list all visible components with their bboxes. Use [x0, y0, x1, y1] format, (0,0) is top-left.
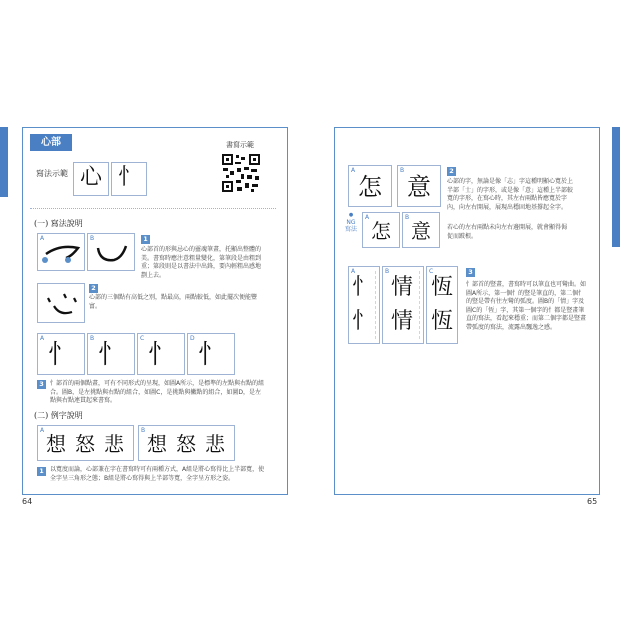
para2: [89, 294, 267, 311]
qr-label: 書寫示範: [226, 141, 254, 149]
right-side-tab: [612, 127, 620, 247]
box-letter-a: A: [40, 235, 45, 242]
example-a-char-2: 怒: [75, 432, 95, 456]
shu-char-a: 忄: [47, 340, 74, 370]
para3-a: 忄部首的兩個點畫，可有不同形式的呈現，如圖A所示，是標準的左點與右點的組合。: [50, 380, 265, 396]
writing-method-heading: (一) 寫法說明: [34, 219, 83, 228]
para2-a: 心部的三個點有高低之別，: [89, 294, 162, 301]
row2-box-b: [402, 212, 440, 248]
para1-b: 筆段是由粗到重；第: [141, 254, 262, 270]
shu-box-b: [87, 333, 135, 375]
shu-letter-b: B: [90, 335, 95, 342]
num-badge-2: 2: [89, 284, 98, 293]
row1-char-a: 怎: [358, 173, 382, 201]
stroke-box-heart: [37, 283, 85, 323]
left-side-tab: [0, 127, 8, 197]
stroke-box-a: [37, 233, 85, 271]
col-a-char-1: 忄: [351, 275, 374, 300]
num-badge-r3: 3: [466, 268, 475, 277]
qr-code-icon[interactable]: [221, 153, 261, 193]
example-b-char-2: 怒: [176, 432, 196, 456]
example-letter-b: B: [141, 427, 146, 434]
stroke-box-b: [87, 233, 135, 271]
ng-icon: ●: [348, 212, 354, 218]
example-box-b: [138, 425, 235, 461]
demo-char-1: 心: [79, 165, 102, 190]
para1-c: 段則是以書法中出鋒，要內輕粗出感地劃上去。: [141, 263, 262, 279]
num-badge-3: 3: [37, 380, 46, 389]
para3-b: 圖B，是左挑點與右點的組合，如圖C，是挑點與撇點的組合，如圖D，是左點與右點連貫起來書寫。: [50, 388, 261, 404]
stroke-curve-b: [88, 234, 134, 270]
row1-char-b: 意: [407, 173, 431, 201]
example-a-char-1: 想: [46, 432, 66, 456]
row2-box-a: [362, 212, 400, 248]
shu-char-c: 忄: [147, 340, 174, 370]
demo-box-2: [111, 162, 147, 196]
example-a-char-3: 悲: [104, 432, 124, 456]
col-b-char-1: 情: [390, 275, 413, 300]
example-box-a: [37, 425, 134, 461]
right-page-number: 65: [587, 497, 598, 506]
ng-label: [345, 212, 357, 233]
col-c-char-2: 恆: [430, 309, 453, 334]
stroke-curve-a: [38, 234, 84, 270]
col-a-char-2: 忄: [351, 309, 374, 334]
example-b-char-1: 想: [147, 432, 167, 456]
col-box-c: [426, 266, 458, 344]
num-badge-1: 1: [141, 235, 150, 244]
ng-text: NG寫法: [345, 219, 358, 233]
shu-box-c: [137, 333, 185, 375]
col-letter-b: B: [385, 268, 390, 275]
col-b-char-2: 情: [390, 309, 413, 334]
col-letter-a: A: [351, 268, 356, 275]
row1-letter-b: B: [400, 167, 405, 174]
col-letter-c: C: [429, 268, 434, 275]
para1-a: 心部首的形與忌心的靈魂筆畫，托顯出整體的美。書寫時應注意粗量變化，第: [141, 246, 262, 262]
para-right: 忄部首的豎畫，書寫時可以筆直也可彎曲。如圖A所示，第一個忄的豎是筆直的，第二個忄的豎是帶有往左彎的弧度。圖B的「情」字及圖C的「恆」字，其第一個字的忄都是豎畫筆直的寫法，看起來穩重；而第二個字都是豎畫帶弧度的寫法，流露出飄逸之感。: [466, 281, 587, 331]
para2-c: 兩點較低，如此擺次便能豐富。: [89, 294, 258, 310]
row1-box-a: [348, 165, 392, 207]
demo-box-1: [73, 162, 109, 196]
shu-char-d: 忄: [197, 340, 224, 370]
col-box-b: [382, 266, 424, 344]
para-top: 心部的字，無論是像「志」字這種明顯心寬於上半部「士」的字形，或是像「意」這種上半部較寬的字形，在寫心時，其左右兩點皆應寬於字內，向左右開展，展現出穩固地基撐起全字。: [447, 178, 574, 211]
divider: [30, 208, 276, 209]
shu-box-a: [37, 333, 85, 375]
row2-letter-a: A: [365, 214, 370, 221]
example-b-char-3: 悲: [205, 432, 225, 456]
row2-char-b: 意: [411, 219, 431, 243]
heart-stroke-icon: [38, 284, 84, 322]
para3: [50, 380, 265, 406]
shu-letter-d: D: [190, 335, 195, 342]
num-badge-4: 1: [37, 467, 46, 476]
example-heading: (二) 例字說明: [34, 411, 83, 420]
row2-letter-b: B: [405, 214, 410, 221]
col-c-char-1: 恆: [430, 275, 453, 300]
num-badge-r2: 2: [447, 167, 456, 176]
shu-letter-c: C: [140, 335, 145, 342]
para1: [141, 246, 266, 280]
example-letter-a: A: [40, 427, 45, 434]
row2-char-a: 怎: [371, 219, 391, 243]
demo-char-2: 忄: [117, 165, 140, 190]
row1-box-b: [397, 165, 441, 207]
writing-demo-label: 寫法示範: [36, 169, 68, 178]
section-tag: 心部: [30, 134, 72, 151]
box-letter-b: B: [90, 235, 95, 242]
shu-box-d: [187, 333, 235, 375]
para-mid: 若心的左右兩點未向左右邊開展，就會顯得侷促而跛根。: [447, 224, 568, 240]
left-page-number: 64: [22, 497, 33, 506]
row1-letter-a: A: [351, 167, 356, 174]
shu-char-b: 忄: [97, 340, 124, 370]
col-box-a: [348, 266, 380, 344]
para2-b: 點最高，: [161, 294, 186, 301]
para4: 以寬度而論，心部兼在字在書寫時可有兩種方式，A組是將心寫得比上半部寬，使全字呈三角形之態；B組是將心寫得與上半部等寬，全字呈方形之姿。: [50, 466, 265, 482]
shu-letter-a: A: [40, 335, 45, 342]
